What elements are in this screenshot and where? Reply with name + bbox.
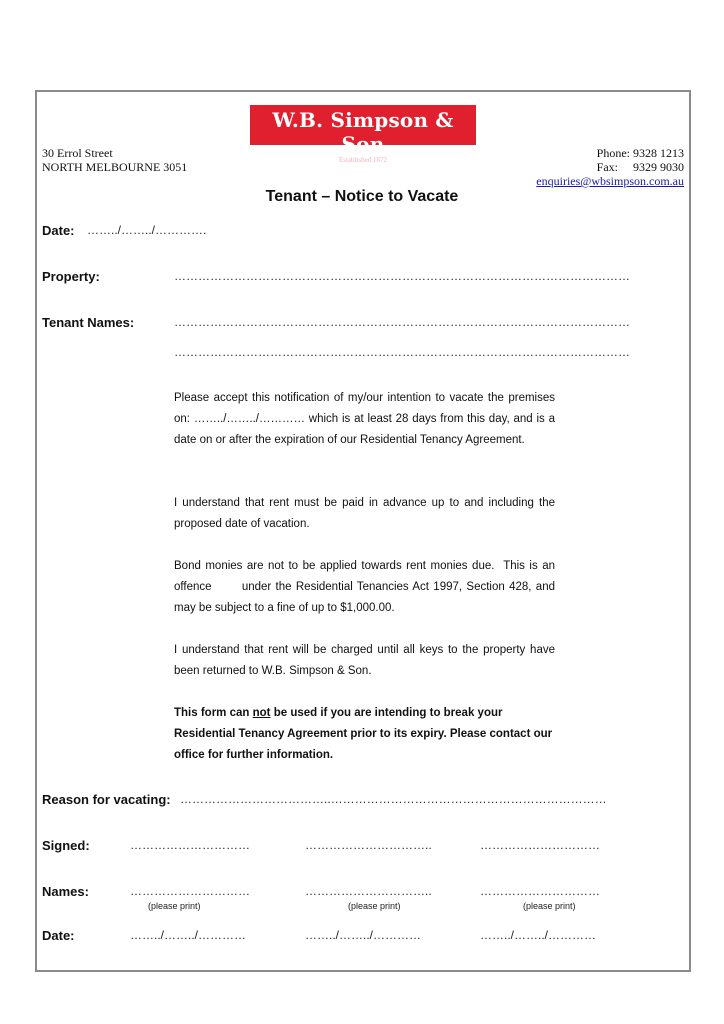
page-title: Tenant – Notice to Vacate xyxy=(265,188,459,205)
signature-input-1[interactable]: ………………………… xyxy=(130,838,250,852)
print-hint-3: (please print) xyxy=(523,901,576,911)
paragraph-text: Please accept this notification of my/our intention to vacate the premises on: xyxy=(174,392,555,425)
warning-text: This form can xyxy=(174,707,250,719)
warning-emphasis: not xyxy=(252,707,271,719)
logo-name: W.B. Simpson & Son xyxy=(272,108,454,156)
paragraph-keys: I understand that rent will be charged until all keys to the property have been returned to W.B. Simpson & Son. xyxy=(174,644,555,677)
address-line1: 30 Errol Street xyxy=(42,146,113,160)
property-input[interactable]: …………………………………………………………………………………………………… xyxy=(174,269,630,283)
paragraph-rent-advance: I understand that rent must be paid in advance up to and including the proposed date of vacation. xyxy=(174,497,555,530)
name-input-1[interactable]: ………………………… xyxy=(130,884,250,898)
vacate-date-input[interactable]: ……../……../………… xyxy=(193,413,305,425)
print-hint-1: (please print) xyxy=(148,901,201,911)
sign-date-input-3[interactable]: ……../……../………… xyxy=(480,928,597,942)
reason-label: Reason for vacating: xyxy=(42,792,171,807)
name-input-2[interactable]: ………………………….. xyxy=(305,884,432,898)
warning-text: be used if you are intending to break your Residential Tenancy Agreement prior to its expiry. Please contact our office for further information. xyxy=(174,707,553,761)
name-input-3[interactable]: ………………………… xyxy=(480,884,600,898)
company-logo xyxy=(250,105,476,164)
logo-established: Established 1872 xyxy=(338,156,388,164)
sign-date-input-1[interactable]: ……../……../………… xyxy=(130,928,247,942)
print-hint-2: (please print) xyxy=(348,901,401,911)
paragraph-intention xyxy=(174,388,555,451)
paragraph-warning xyxy=(174,703,559,766)
paragraph-bond: Bond monies are not to be applied towards rent monies due. This is an offence under the Residential Tenancies Act 1997, Section 428, and may be subject to a fine of up to $1,000.00. xyxy=(174,560,559,614)
email-link[interactable]: enquiries@wbsimpson.com.au xyxy=(536,174,684,188)
names-label: Names: xyxy=(42,884,89,899)
tenant-names-input-1[interactable]: …………………………………………………………………………………………………… xyxy=(174,315,630,329)
dates-label: Date: xyxy=(42,928,75,943)
reason-input[interactable]: ………………………………..…………………………………………………………… xyxy=(180,792,607,806)
date-input[interactable]: ……../……../…………. xyxy=(87,223,207,237)
paragraph-text: which is at least 28 days from this day, and is a date on or after the expiration of our Residential Tenancy Agreement. xyxy=(174,413,555,446)
tenant-names-label: Tenant Names: xyxy=(42,315,135,330)
signature-input-2[interactable]: ………………………….. xyxy=(305,838,432,852)
tenant-names-input-2[interactable]: …………………………………………………………………………………………………… xyxy=(174,345,630,359)
address-line2: NORTH MELBOURNE 3051 xyxy=(42,160,188,174)
fax-number: Fax: 9329 9030 xyxy=(596,160,684,174)
company-address xyxy=(42,146,187,174)
property-label: Property: xyxy=(42,269,100,284)
signed-label: Signed: xyxy=(42,838,90,853)
sign-date-input-2[interactable]: ……../……../………… xyxy=(305,928,422,942)
date-label: Date: xyxy=(42,223,75,238)
signature-input-3[interactable]: ………………………… xyxy=(480,838,600,852)
company-contact xyxy=(536,146,684,188)
phone-number: Phone: 9328 1213 xyxy=(596,146,684,160)
